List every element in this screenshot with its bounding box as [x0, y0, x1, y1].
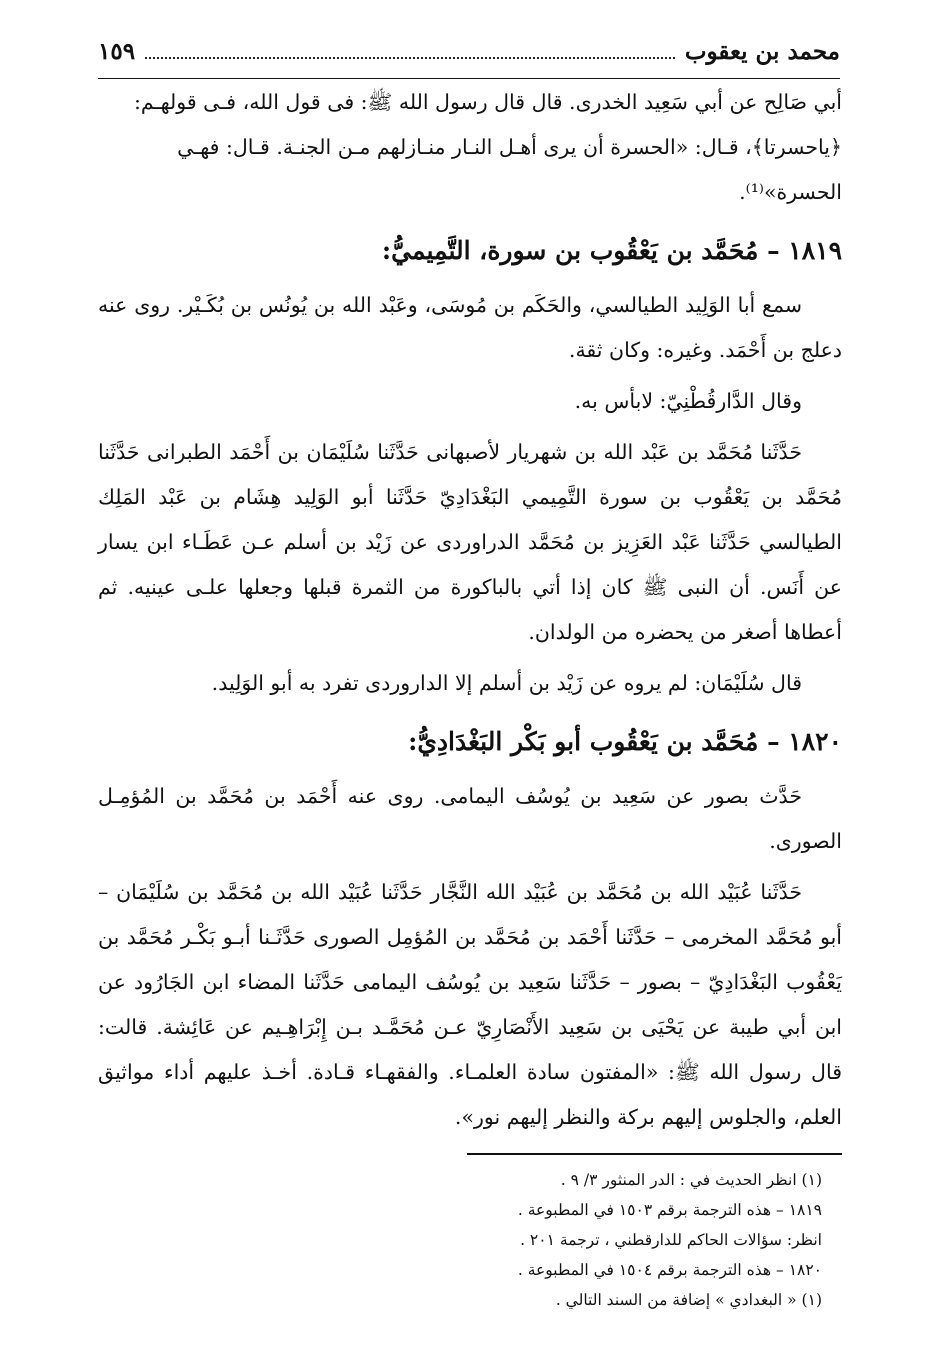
- footnote-2: ١٨١٩ – هذه الترجمة برقم ١٥٠٣ في المطبوعة .: [517, 1201, 822, 1219]
- running-title: محمد بن يعقوب: [684, 38, 840, 65]
- entry-1819-heading: ١٨١٩ – مُحَمَّد بن يَعْقُوب بن سورة، التَّمِيميُّ:: [381, 236, 842, 265]
- entry-1820-paragraph-1: حَدَّث بصور عن سَعِيد بن يُوسُف اليمامى. روى عنه أَحْمَد بن مُحَمَّد بن المُؤمِـل الصورى.: [98, 784, 842, 853]
- footnotes: [98, 1165, 842, 1315]
- entry-1819-paragraph-3: حَدَّثَنا مُحَمَّد بن عَبْد الله بن شهريار لأصبهانى حَدَّثَنا سُلَيْمَان بن أَحْمَد الطبرانى حَدَّثَنا مُحَمَّد بن يَعْقُوب بن سورة التَّمِيمي البَغْدَادِيّ حَدَّثَنا أبو الوَلِيد هِشَام بن عَبْد المَلِك الطيالسي حَدَّثَنا عَبْد العَزِيز بن مُحَمَّد الدراوردى عن زَيْد بن أسلم عـن عَطَـاء ابن يسار عن أَنَس. أن النبى ﷺ كان إذا أتي بالباكورة من الثمرة قبلها وجعلها علـى عينيه. ثم أعطاها أصغر من يحضره من الولدان.: [98, 440, 842, 644]
- footnote-1: (١) انظر الحديث في : الدر المنثور ٣/ ٩ .: [560, 1171, 822, 1189]
- intro-line-3: الحسرة»⁽¹⁾.: [739, 180, 842, 204]
- main-text: [98, 80, 842, 1140]
- entry-1820-paragraph-2: حَدَّثَنا عُبَيْد الله بن مُحَمَّد بن عُبَيْد الله النَّجَّار حَدَّثَنا عُبَيْد الله بن مُحَمَّد بن سُلَيْمَان – أبو مُحَمَّد المخرمى – حَدَّثَنا أَحْمَد بن مُحَمَّد بن المُؤمِل الصورى حَدَّثَـنا أبـو بَكْـر مُحَمَّد بن يَعْقُوب البَغْدَادِيّ – بصور – حَدَّثَنا سَعِيد بن يُوسُف اليمامى حَدَّثَنا المضاء ابن الجَارُود عن ابن أبي طيبة عن يَحْيَى بن سَعِيد الأَنْصَارِيّ عـن مُحَمَّـد بـن إِبْرَاهِـيم عن عَائِشة. قالت: قال رسول الله ﷺ: «المفتون سادة العلمـاء. والفقهـاء قـادة. أخـذ عليهم أداء مواثيق العلم، والجلوس إليهم بركة والنظر إليهم نور».: [98, 880, 842, 1129]
- footnote-3: انظر: سؤالات الحاكم للدارقطني ، ترجمة ٢٠١ .: [520, 1231, 822, 1249]
- entry-1819-paragraph-1: سمع أبا الوَلِيد الطيالسي، والحَكَم بن مُوسَى، وعَبْد الله بن يُونُس بن بُكَـيْر. روى عنه دعلج بن أَحْمَد. وغيره: وكان ثقة.: [98, 293, 842, 362]
- intro-line-2: ﴿ياحسرتا﴾، قـال: «الحسرة أن يرى أهـل النـار منـازلهم مـن الجنـة. قـال: فهـي: [177, 135, 842, 159]
- running-header: [98, 38, 840, 79]
- footnote-4: ١٨٢٠ – هذه الترجمة برقم ١٥٠٤ في المطبوعة .: [517, 1261, 822, 1279]
- intro-line-1: أبي صَالِح عن أبي سَعِيد الخدرى. قال قال رسول الله ﷺ: فى قول الله، فـى قولهـم:: [134, 90, 842, 114]
- entry-1819-paragraph-2: وقال الدَّارقُطْنِيّ: لابأس به.: [574, 389, 802, 413]
- footnote-separator: [467, 1153, 842, 1155]
- leader-dots: [145, 57, 675, 59]
- entry-1820-heading: ١٨٢٠ – مُحَمَّد بن يَعْقُوب أبو بَكْر البَغْدَادِيُّ:: [408, 727, 842, 756]
- footnote-5: (١) « البغدادي » إضافة من السند التالي .: [555, 1291, 822, 1309]
- page-number: ١٥٩: [98, 38, 136, 65]
- entry-1819-paragraph-4: قال سُلَيْمَان: لم يروه عن زَيْد بن أسلم إلا الداروردى تفرد به أبو الوَلِيد.: [211, 671, 802, 695]
